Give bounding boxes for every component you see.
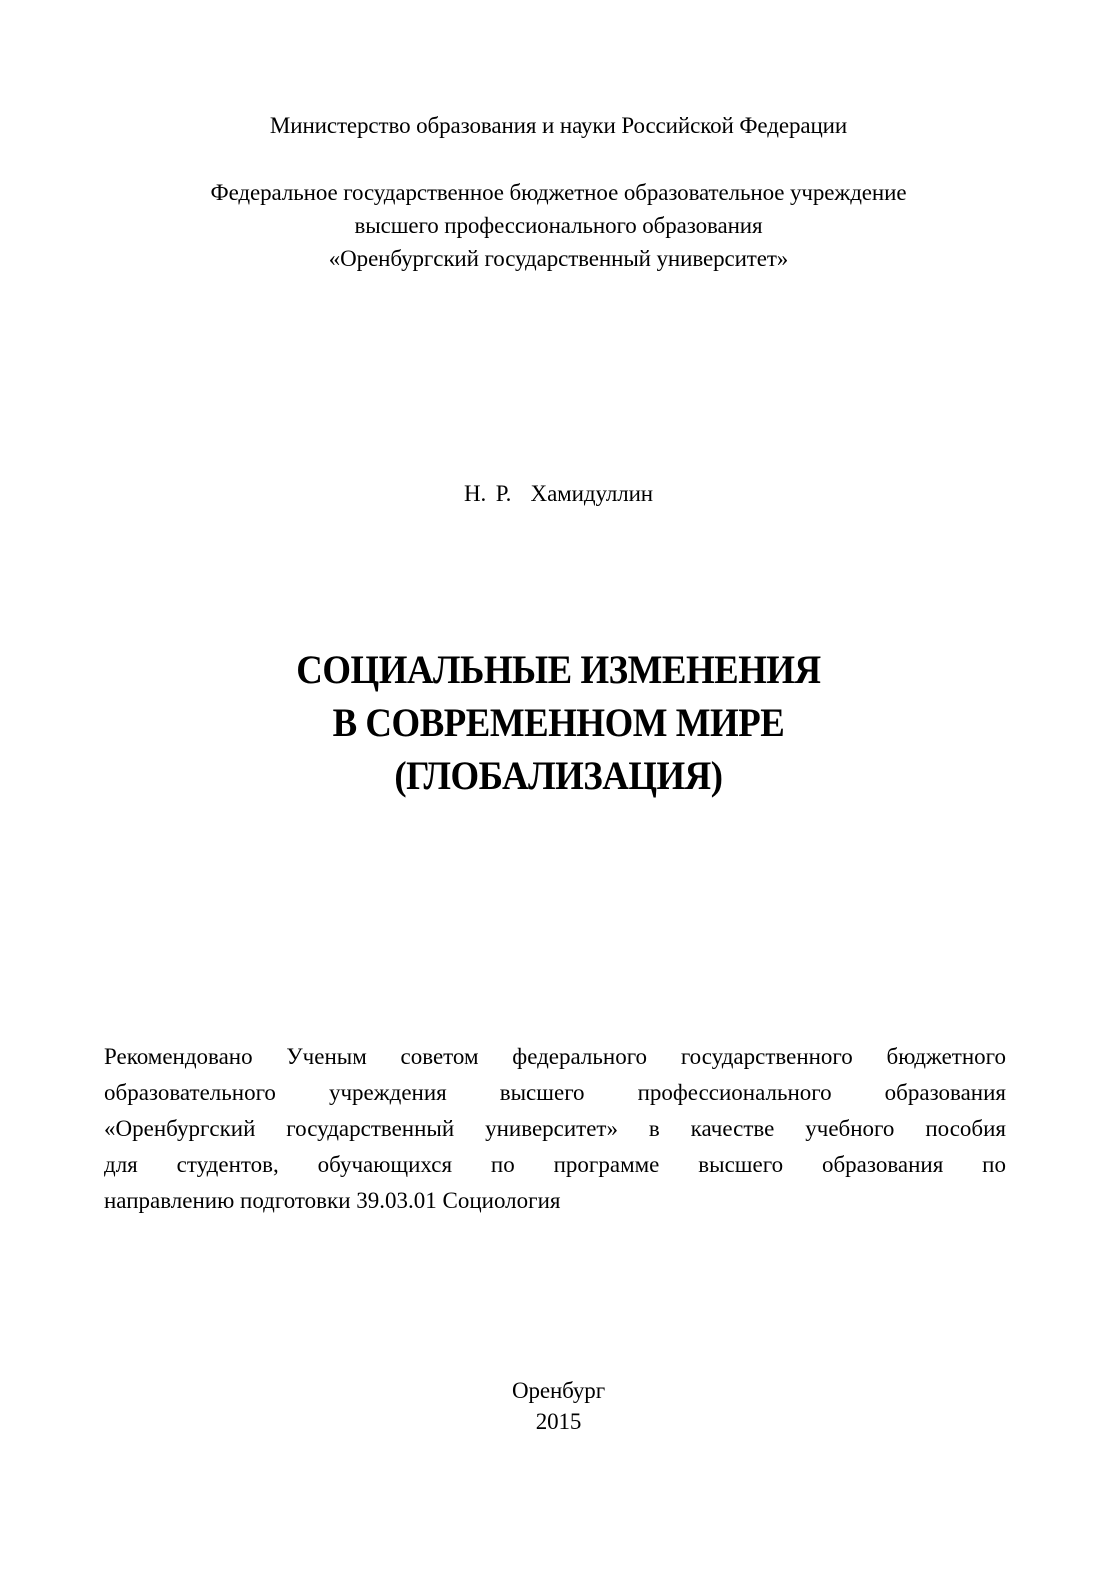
recommendation-line: для студентов, обучающихся по программе высшего образования по <box>104 1152 1006 1177</box>
publication-year: 2015 <box>535 1409 582 1434</box>
title-line: (ГЛОБАЛИЗАЦИЯ) <box>394 753 723 798</box>
author-name: Н. Р. Хамидуллин <box>463 481 654 506</box>
institution-line: высшего профессионального образования <box>354 213 763 238</box>
recommendation-line: «Оренбургский государственный университет» в качестве учебного пособия <box>104 1116 1006 1141</box>
title-line: В СОВРЕМЕННОМ МИРЕ <box>332 700 785 745</box>
institution-line: Федеральное государственное бюджетное образовательное учреждение <box>210 180 907 205</box>
recommendation-line: направлению подготовки 39.03.01 Социология <box>104 1188 561 1213</box>
recommendation-line: Рекомендовано Ученым советом федерального государственного бюджетного <box>104 1044 1006 1069</box>
ministry-name: Министерство образования и науки Российской Федерации <box>269 113 848 138</box>
title-line: СОЦИАЛЬНЫЕ ИЗМЕНЕНИЯ <box>296 647 821 692</box>
institution-line: «Оренбургский государственный университет» <box>328 246 789 271</box>
recommendation-line: образовательного учреждения высшего профессионального образования <box>104 1080 1006 1105</box>
recommendation-paragraph <box>104 1039 1006 1219</box>
publication-city: Оренбург <box>511 1378 606 1403</box>
